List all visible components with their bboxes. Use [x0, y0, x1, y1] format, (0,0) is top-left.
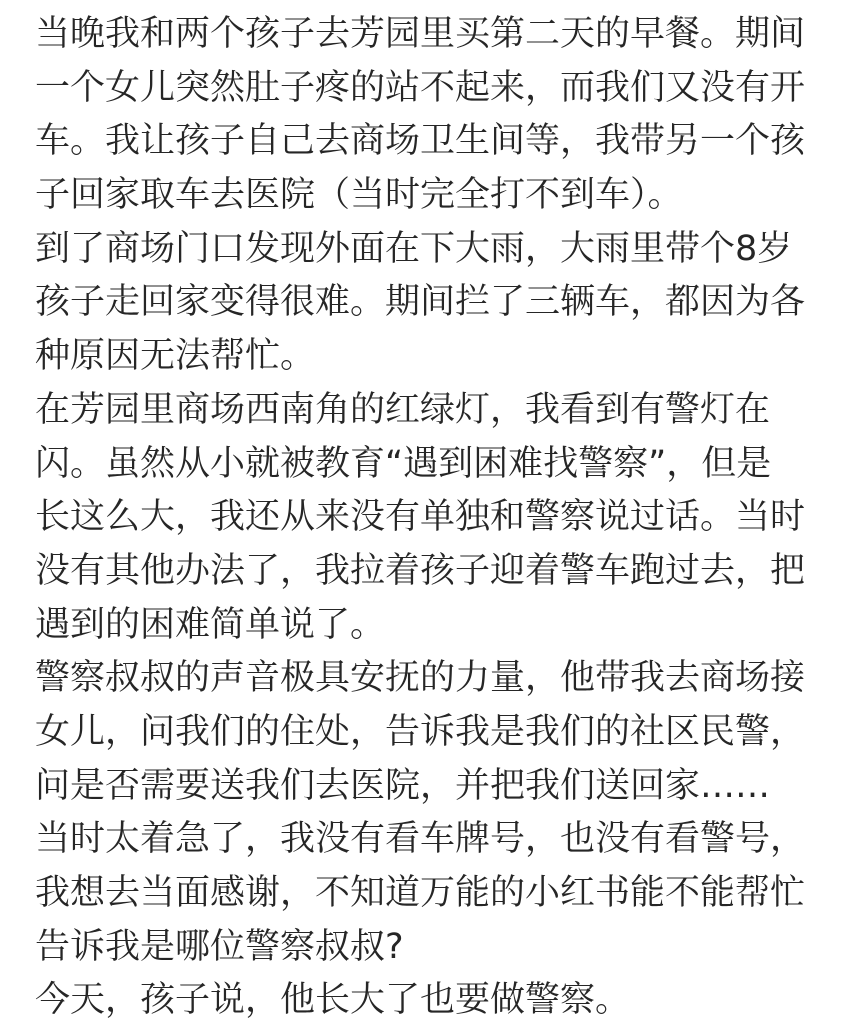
post-line: 问是否需要送我们去医院，并把我们送回家……: [35, 765, 771, 806]
post-line: 今天，孩子说，他长大了也要做警察。: [35, 980, 631, 1021]
post-body: [35, 8, 835, 1028]
post-line: 孩子走回家变得很难。期间拦了三辆车，都因为各: [35, 282, 806, 323]
post-line: 车。我让孩子自己去商场卫生间等，我带另一个孩: [35, 121, 806, 162]
post-line: 警察叔叔的声音极具安抚的力量，他带我去商场接: [35, 658, 806, 699]
post-line: 遇到的困难简单说了。: [35, 604, 386, 645]
post-line: 告诉我是哪位警察叔叔?: [35, 926, 404, 967]
post-line: 种原因无法帮忙。: [35, 336, 316, 377]
post-line: 长这么大，我还从来没有单独和警察说过话。当时: [35, 497, 806, 538]
post-line: 在芳园里商场西南角的红绿灯，我看到有警灯在: [35, 389, 771, 430]
post-line: 当时太着急了，我没有看车牌号，也没有看警号，: [35, 819, 806, 860]
post-line: 当晚我和两个孩子去芳园里买第二天的早餐。期间: [35, 14, 806, 54]
post-line: 到了商场门口发现外面在下大雨，大雨里带个8岁: [35, 228, 793, 269]
post-line: 闪。虽然从小就被教育“遇到困难找警察”，但是: [35, 443, 772, 484]
post-line: 没有其他办法了，我拉着孩子迎着警车跑过去，把: [35, 550, 806, 591]
post-line: 一个女儿突然肚子疼的站不起来，而我们又没有开: [35, 67, 806, 108]
post-line: 女儿，问我们的住处，告诉我是我们的社区民警，: [35, 711, 806, 752]
post-line: 我想去当面感谢，不知道万能的小红书能不能帮忙: [35, 873, 806, 913]
post-line: 子回家取车去医院（当时完全打不到车）。: [35, 175, 683, 216]
